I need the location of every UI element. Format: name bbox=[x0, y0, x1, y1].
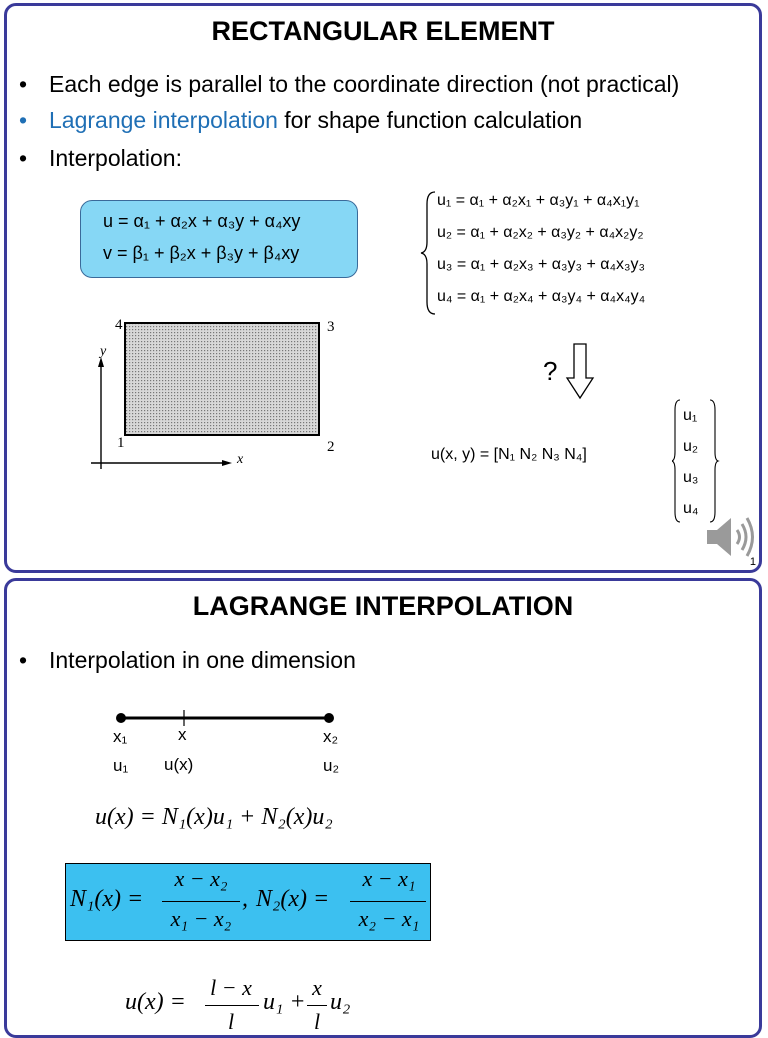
speaker-icon[interactable] bbox=[703, 512, 755, 562]
bullet-lagrange bbox=[19, 107, 582, 134]
n1-denominator: x₁ − x₂ bbox=[170, 906, 232, 931]
final-lhs: u(x) = bbox=[125, 989, 186, 1015]
n1-lhs: N₁(x) = bbox=[70, 886, 144, 912]
n1-numerator: x − x₂ bbox=[174, 866, 228, 891]
axis-x-label: x bbox=[237, 452, 244, 467]
element-rectangle bbox=[125, 323, 319, 435]
label-x2: x₂ bbox=[323, 727, 339, 746]
final-bar2 bbox=[307, 1005, 327, 1006]
system-eq-4: u₄ = α₁ + α₂x₄ + α₃y₄ + α₄x₄y₄ bbox=[437, 288, 646, 305]
final-u1: u₁ + bbox=[263, 989, 306, 1015]
n2-fraction-bar bbox=[350, 901, 426, 902]
bullet-marker: • bbox=[19, 145, 28, 171]
slide-rectangular-element bbox=[4, 3, 762, 573]
system-eq-3: u₃ = α₁ + α₂x₃ + α₃y₃ + α₄x₃y₃ bbox=[437, 256, 646, 273]
lagrange-link[interactable]: Lagrange interpolation bbox=[49, 107, 278, 133]
system-eq-2: u₂ = α₁ + α₂x₂ + α₃y₂ + α₄x₂y₂ bbox=[437, 224, 644, 241]
final-den1: l bbox=[227, 1009, 235, 1034]
down-arrow-icon bbox=[565, 342, 595, 400]
vector-u1: u₁ bbox=[683, 407, 698, 424]
node-2 bbox=[324, 713, 334, 723]
n2-numerator: x − x₁ bbox=[362, 866, 416, 891]
node-label-4: 4 bbox=[115, 317, 123, 333]
line-element-diagram bbox=[111, 705, 351, 735]
node-label-3: 3 bbox=[327, 319, 335, 335]
equation-u: u = α₁ + α₂x + α₃y + α₄xy bbox=[103, 211, 301, 231]
left-brace bbox=[419, 190, 439, 316]
comma: , bbox=[242, 886, 248, 912]
equation-v: v = β₁ + β₂x + β₃y + β₄xy bbox=[103, 243, 300, 263]
label-x1: x₁ bbox=[113, 727, 128, 746]
slide-title: RECTANGULAR ELEMENT bbox=[211, 16, 555, 46]
rectangle-element-diagram bbox=[87, 311, 347, 476]
label-u1: u₁ bbox=[113, 756, 129, 775]
bullet-text: for shape function calculation bbox=[277, 107, 583, 133]
interpolation-equation-box bbox=[80, 200, 358, 278]
node-1 bbox=[116, 713, 126, 723]
slide-title: LAGRANGE INTERPOLATION bbox=[192, 591, 574, 621]
bullet-marker: • bbox=[19, 107, 28, 133]
final-num2: x bbox=[312, 975, 322, 1000]
bullet-edges bbox=[19, 71, 679, 98]
final-den2: l bbox=[313, 1009, 321, 1034]
node-label-2: 2 bbox=[327, 439, 335, 455]
question-mark: ? bbox=[543, 356, 558, 386]
bullet-marker: • bbox=[19, 647, 28, 673]
nodal-vector bbox=[683, 400, 698, 524]
final-num1: l − x bbox=[210, 975, 252, 1000]
axis-y-label: y bbox=[100, 344, 107, 359]
bullet-text: Interpolation: bbox=[49, 145, 182, 171]
vector-u3: u₃ bbox=[683, 469, 699, 486]
bullet-one-dimension bbox=[19, 647, 356, 674]
final-bar1 bbox=[205, 1005, 259, 1006]
final-u2: u₂ bbox=[330, 989, 351, 1015]
n2-denominator: x₂ − x₁ bbox=[358, 906, 420, 931]
vector-u2: u₂ bbox=[683, 438, 699, 455]
vector-u4: u₄ bbox=[683, 500, 699, 517]
bullet-marker: • bbox=[19, 71, 28, 97]
label-x: x bbox=[178, 725, 187, 744]
label-u2: u₂ bbox=[323, 756, 340, 775]
bullet-interpolation bbox=[19, 145, 182, 172]
shape-function-box bbox=[65, 863, 431, 941]
equation-u-of-x: u(x) = N₁(x)u₁ + N₂(x)u₂ bbox=[95, 804, 333, 830]
page-number: 1 bbox=[749, 556, 756, 568]
node-label-1: 1 bbox=[117, 435, 125, 451]
interpolation-form: u(x, y) = [N₁ N₂ N₃ N₄] bbox=[431, 446, 587, 463]
label-ux: u(x) bbox=[164, 755, 194, 774]
n1-fraction-bar bbox=[162, 901, 240, 902]
bullet-text: Interpolation in one dimension bbox=[49, 647, 356, 673]
bullet-text: Each edge is parallel to the coordinate direction (not practical) bbox=[49, 71, 680, 97]
slide-lagrange-interpolation bbox=[4, 578, 762, 1038]
system-eq-1: u₁ = α₁ + α₂x₁ + α₃y₁ + α₄x₁y₁ bbox=[437, 192, 640, 209]
n2-lhs: N₂(x) = bbox=[256, 886, 330, 912]
